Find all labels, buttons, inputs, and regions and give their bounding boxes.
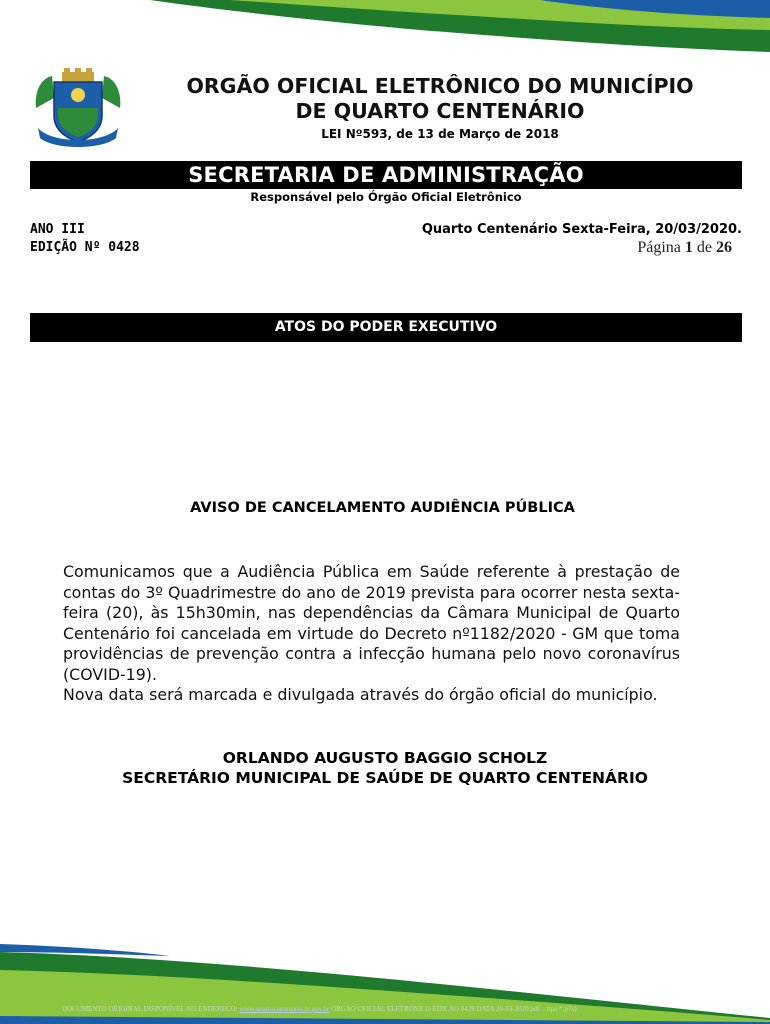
page-prefix: Página <box>637 239 685 256</box>
footer-link[interactable]: www.quartocentenario.pr.gov.br <box>239 1005 330 1013</box>
page-number: 1 <box>684 239 693 256</box>
secretaria-banner: SECRETARIA DE ADMINISTRAÇÃO <box>30 161 742 189</box>
top-decorative-swoosh <box>0 0 770 70</box>
page-of: de <box>692 239 716 256</box>
edition-year: ANO III <box>30 222 85 237</box>
publication-title-line1: ORGÃO OFICIAL ELETRÔNICO DO MUNICÍPIO <box>186 74 694 98</box>
footer-note <box>62 1005 762 1013</box>
municipal-crest-icon <box>32 68 124 150</box>
footer-prefix: DOCUMENTO ORIGINAL DISPONÍVEL NO ENDEREÇO: <box>62 1005 238 1013</box>
section-banner: ATOS DO PODER EXECUTIVO <box>30 313 742 342</box>
notice-title: AVISO DE CANCELAMENTO AUDIÊNCIA PÚBLICA <box>190 500 575 516</box>
page-indicator <box>440 239 732 257</box>
notice-paragraph-1: Comunicamos que a Audiência Pública em Saúde referente à prestação de contas do 3º Quadrimestre do ano de 2019 prevista para ocorrer nesta sexta-feira (20), às 15h30min, nas dependências da Câmara Municipal de Quarto Centenário foi cancelada em virtude do Decreto nº1182/2020 - GM que toma providências de prevenção contra a infecção humana pelo novo coronavírus (COVID-19). <box>63 562 680 684</box>
notice-paragraph-2: Nova data será marcada e divulgada através do órgão oficial do município. <box>63 685 658 704</box>
page-total: 26 <box>716 239 732 256</box>
footer-suffix: ORGAO OFICIAL ELETRONICO EDICAO 0428 DATA 20-03-2020.pdf – tipo *.p7s) <box>331 1005 577 1013</box>
edition-number: EDIÇÃO Nº 0428 <box>30 240 140 255</box>
signer-role: SECRETÁRIO MUNICIPAL DE SAÚDE DE QUARTO CENTENÁRIO <box>122 769 648 787</box>
notice-body <box>63 562 680 706</box>
signer-name: ORLANDO AUGUSTO BAGGIO SCHOLZ <box>222 749 548 767</box>
secretaria-subtitle: Responsável pelo Órgão Oficial Eletrônico <box>250 190 522 204</box>
publication-title-line2: DE QUARTO CENTENÁRIO <box>295 99 585 123</box>
edition-info <box>30 221 140 257</box>
publication-title <box>150 74 730 124</box>
signature-block <box>40 748 730 788</box>
edition-date: Quarto Centenário Sexta-Feira, 20/03/2020. <box>421 222 742 237</box>
law-reference: LEI Nº593, de 13 de Março de 2018 <box>321 127 559 141</box>
